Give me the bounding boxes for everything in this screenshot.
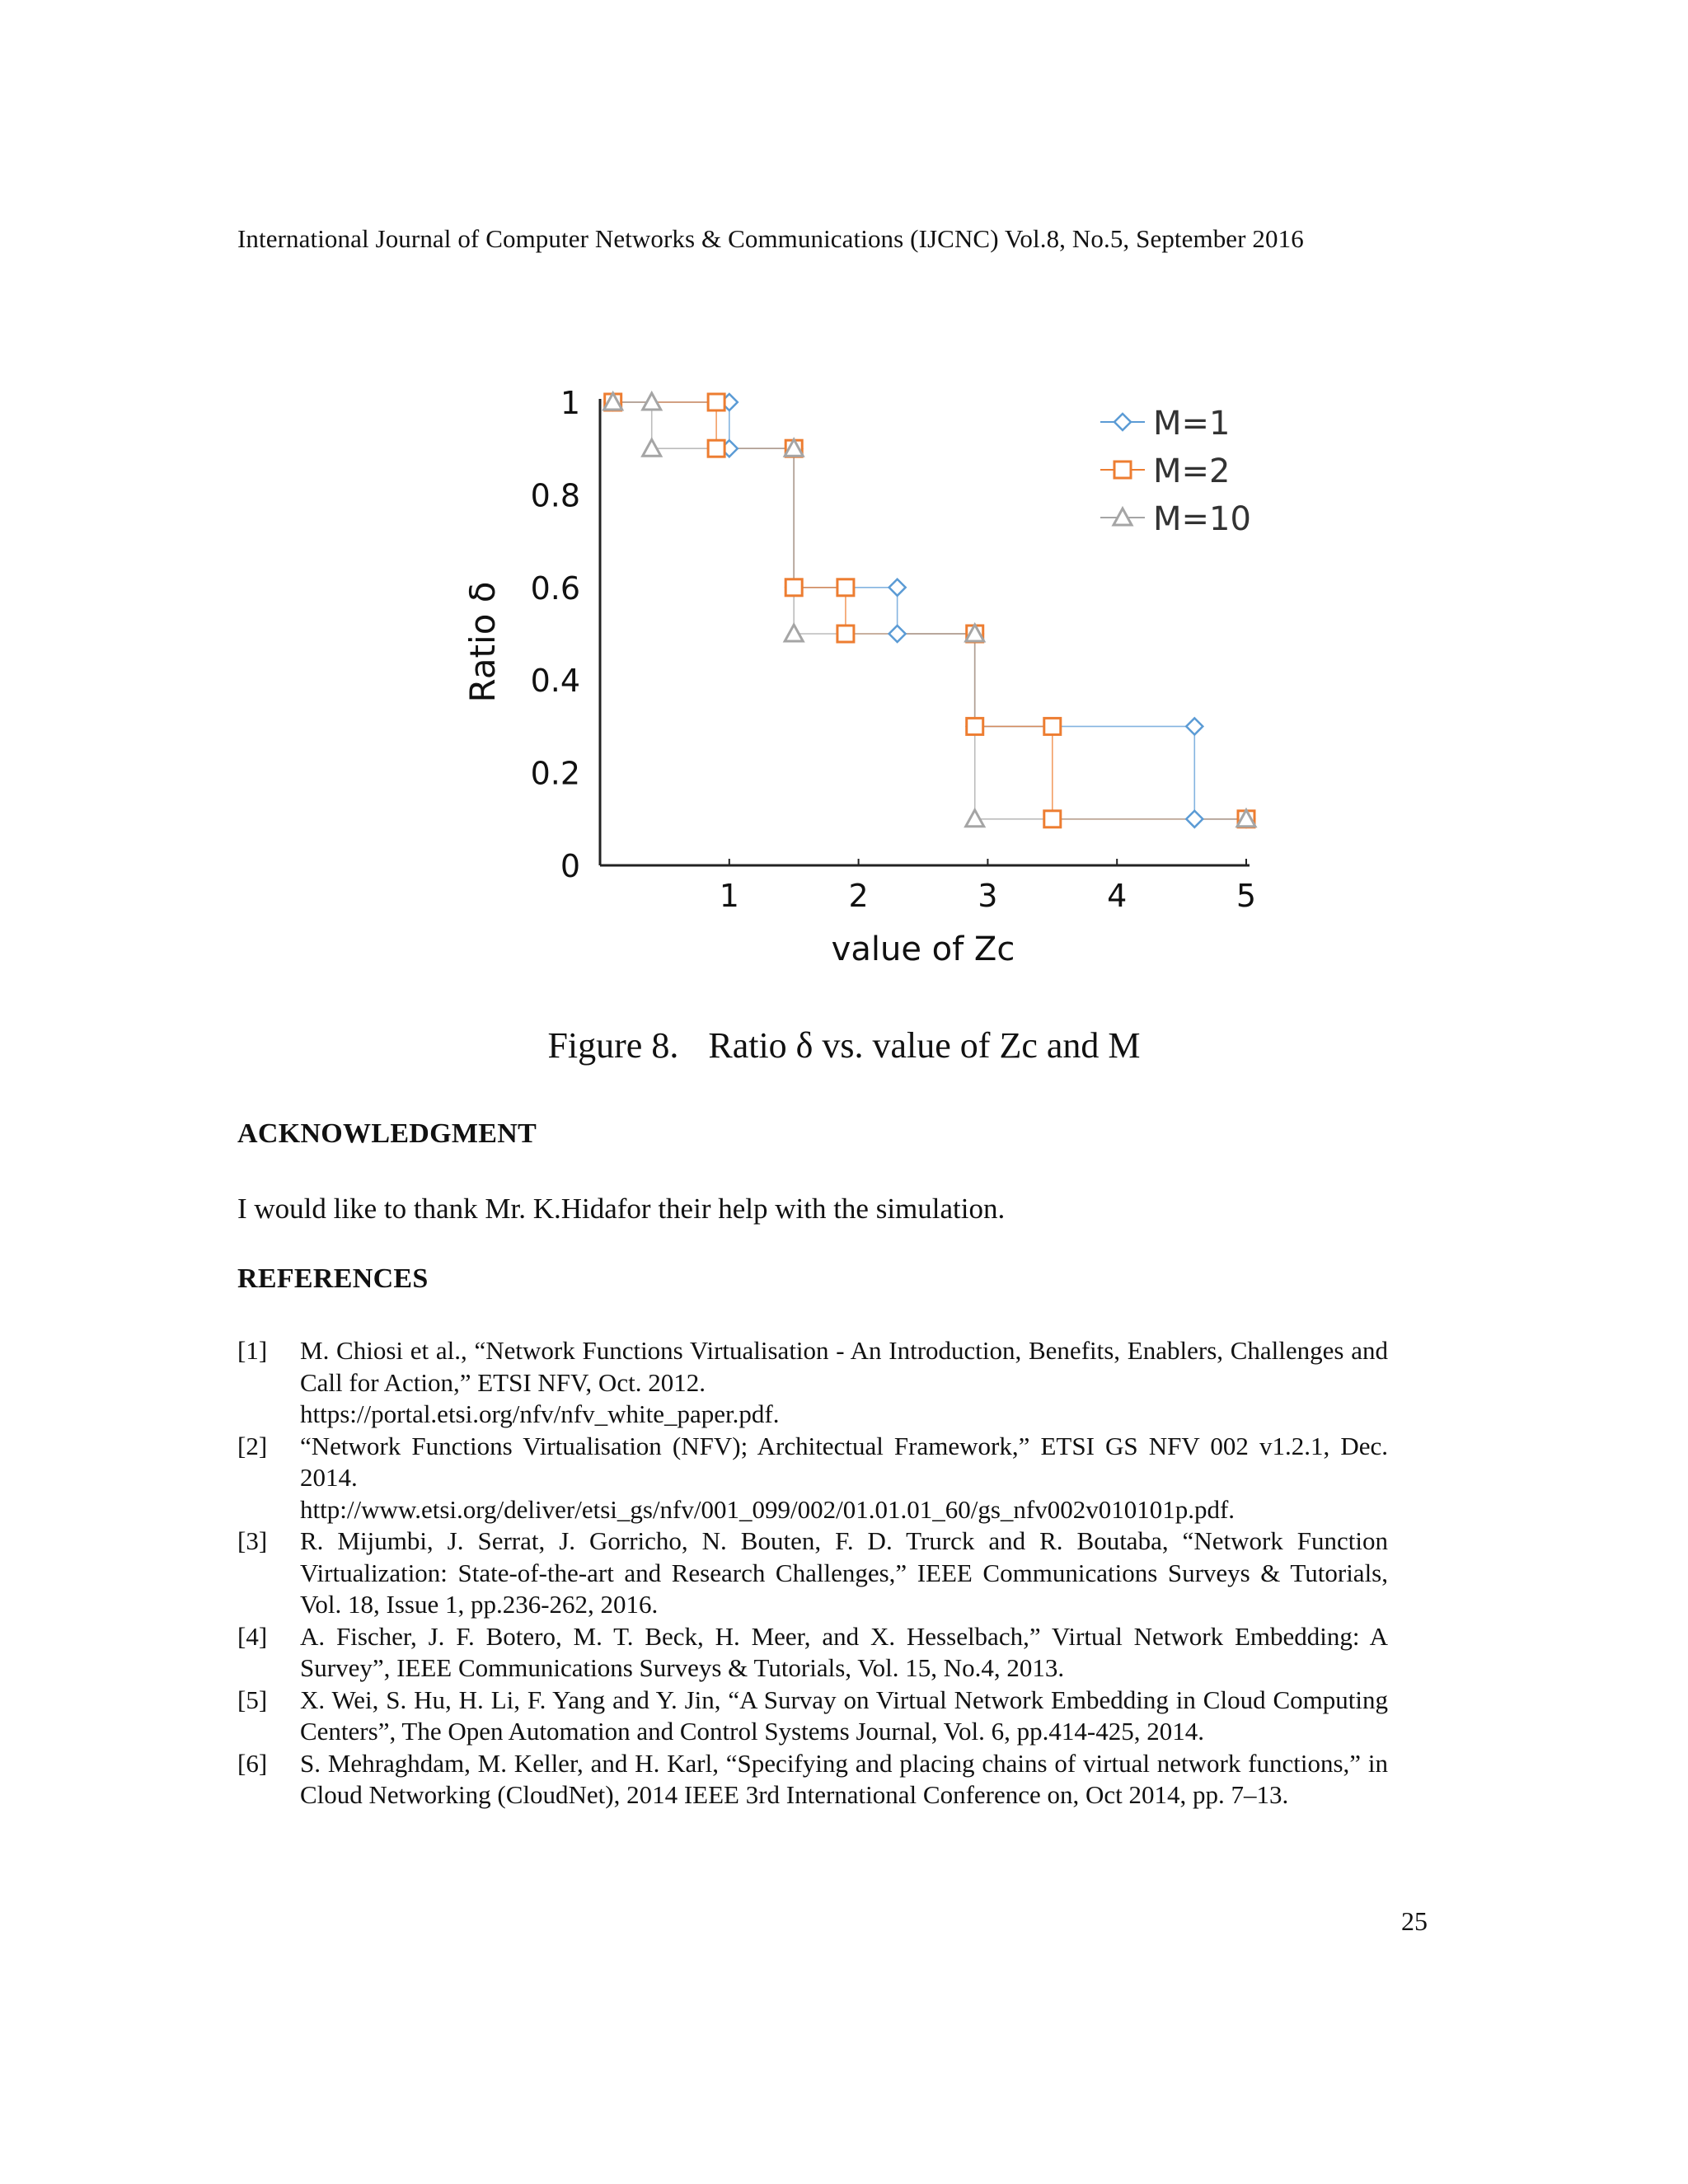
data-point-m10	[643, 393, 661, 410]
reference-text: “Network Functions Virtualisation (NFV); Architectual Framework,” ETSI GS NFV 002 v1.2.1, Dec. 2014.	[300, 1431, 1388, 1492]
reference-item	[237, 1621, 1388, 1685]
caption-label: Figure 8.	[547, 1025, 679, 1066]
x-tick-label: 4	[1107, 878, 1128, 914]
data-point-m2	[837, 579, 854, 596]
y-axis-label: Ratio δ	[462, 581, 503, 703]
legend-entry: M=1	[1153, 405, 1231, 443]
legend-entry: M=2	[1153, 452, 1231, 490]
y-tick-label: 1	[560, 385, 580, 421]
y-tick-label: 0.8	[530, 477, 580, 514]
reference-number: [2]	[237, 1431, 268, 1460]
data-point-m1	[1186, 718, 1203, 734]
x-axis-label: value of Zc	[831, 930, 1015, 968]
reference-item	[237, 1526, 1388, 1621]
reference-item	[237, 1335, 1388, 1431]
acknowledgment-text: I would like to thank Mr. K.Hidafor their help with the simulation.	[237, 1193, 1006, 1225]
series-line-m2	[613, 402, 1246, 819]
data-point-m1	[889, 626, 906, 642]
figure-8	[445, 363, 1368, 989]
data-point-m2	[1044, 811, 1061, 827]
series-line-m1	[613, 402, 1246, 819]
chart	[445, 363, 1368, 989]
acknowledgment-heading: ACKNOWLEDGMENT	[237, 1118, 537, 1149]
reference-text: S. Mehraghdam, M. Keller, and H. Karl, “Specifying and placing chains of virtual network functions,” in Cloud Networking (CloudNet), 2014 IEEE 3rd International Conference on, Oct 2014, pp. 7–13.	[300, 1748, 1388, 1809]
reference-text: R. Mijumbi, J. Serrat, J. Gorricho, N. Bouten, F. D. Trurck and R. Boutaba, “Network Function Virtualization: State-of-the-art and Research Challenges,” IEEE Communications Surveys & Tutorials, Vol. 18, Issue 1, pp.236-262, 2016.	[300, 1526, 1388, 1619]
reference-list	[237, 1335, 1388, 1811]
reference-item	[237, 1431, 1388, 1526]
y-tick-label: 0.6	[530, 569, 580, 607]
data-point-m1	[1186, 811, 1203, 827]
data-point-m2	[708, 440, 724, 457]
reference-url[interactable]: https://portal.etsi.org/nfv/nfv_white_paper.pdf.	[300, 1399, 780, 1428]
page-number: 25	[1401, 1906, 1428, 1936]
reference-item	[237, 1748, 1388, 1811]
y-tick-label: 0.2	[530, 755, 580, 792]
data-point-m2	[1044, 718, 1061, 734]
reference-item	[237, 1685, 1388, 1748]
caption-text: Ratio δ vs. value of Zc and M	[708, 1025, 1141, 1066]
legend-marker	[1114, 462, 1131, 478]
reference-number: [6]	[237, 1748, 268, 1778]
data-point-m2	[785, 579, 802, 596]
reference-text: A. Fischer, J. F. Botero, M. T. Beck, H. Meer, and X. Hesselbach,” Virtual Network Embedding: A Survey”, IEEE Communications Surveys & Tutorials, Vol. 15, No.4, 2013.	[300, 1621, 1388, 1682]
reference-number: [3]	[237, 1526, 268, 1555]
x-tick-label: 3	[978, 878, 998, 914]
legend-marker	[1114, 414, 1131, 430]
reference-text: X. Wei, S. Hu, H. Li, F. Yang and Y. Jin, “A Survay on Virtual Network Embedding in Cloud Computing Centers”, The Open Automation and Control Systems Journal, Vol. 6, pp.414-425, 2014.	[300, 1685, 1388, 1746]
data-point-m10	[643, 439, 661, 456]
y-tick-label: 0	[560, 848, 580, 884]
data-point-m2	[967, 718, 983, 734]
y-tick-label: 0.4	[530, 663, 580, 700]
reference-url[interactable]: http://www.etsi.org/deliver/etsi_gs/nfv/001_099/002/01.01.01_60/gs_nfv002v010101p.pdf.	[300, 1494, 1236, 1524]
series-line-m10	[613, 402, 1246, 819]
x-tick-label: 2	[848, 878, 869, 914]
reference-number: [5]	[237, 1685, 268, 1714]
reference-text: M. Chiosi et al., “Network Functions Virtualisation - An Introduction, Benefits, Enablers, Challenges and Call for Action,” ETSI NFV, Oct. 2012.	[300, 1336, 1388, 1397]
data-point-m1	[889, 579, 906, 596]
figure-caption	[0, 1024, 1688, 1066]
reference-number: [1]	[237, 1336, 268, 1365]
legend-entry: M=10	[1153, 500, 1251, 538]
x-tick-label: 5	[1236, 878, 1257, 914]
reference-number: [4]	[237, 1621, 268, 1651]
x-tick-label: 1	[719, 878, 739, 914]
data-point-m10	[785, 625, 803, 641]
data-point-m10	[966, 810, 984, 827]
data-point-m2	[837, 626, 854, 642]
running-header: International Journal of Computer Networks & Communications (IJCNC) Vol.8, No.5, September 2016	[237, 224, 1304, 253]
references-heading: REFERENCES	[237, 1263, 429, 1294]
data-point-m2	[708, 394, 724, 410]
